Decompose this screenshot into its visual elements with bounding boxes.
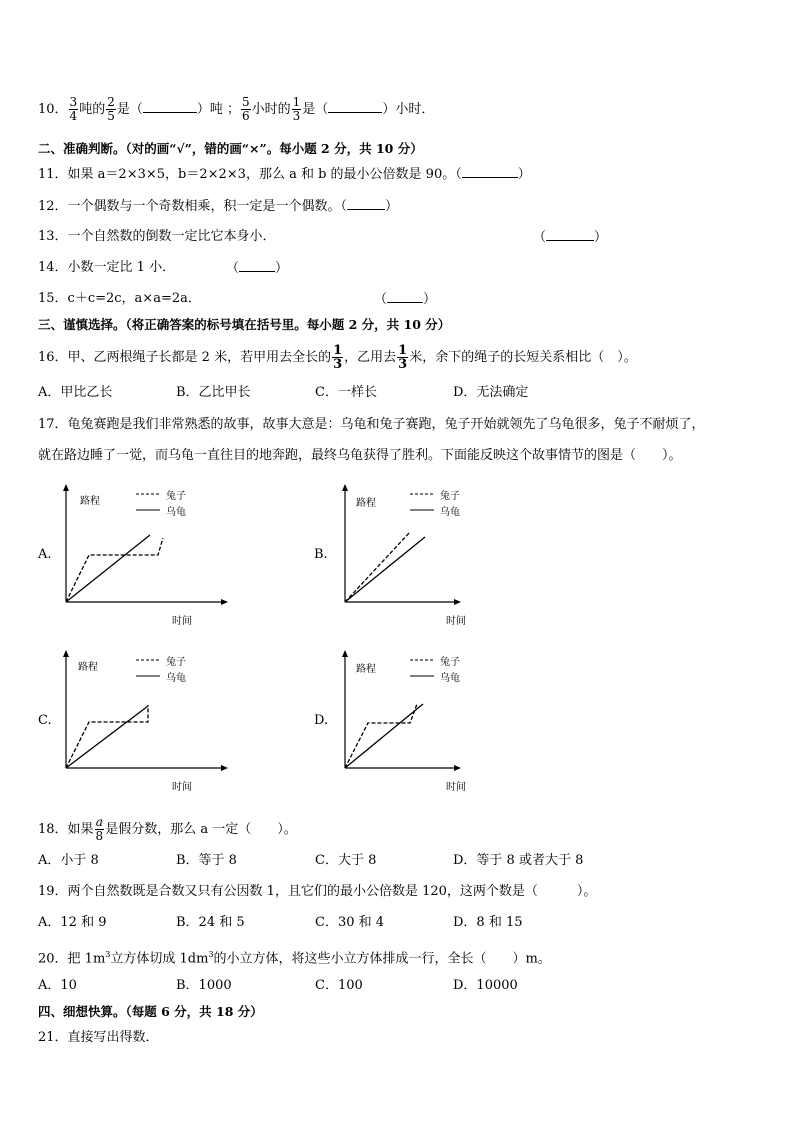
question-13: 13．一个自然数的倒数一定比它本身小．: [38, 229, 276, 244]
x-axis-label: 时间: [446, 782, 466, 793]
legend-rabbit-label: 兔子: [166, 657, 186, 668]
graph-label: A.: [38, 547, 52, 562]
turtle-line: [66, 706, 148, 768]
answer-blank[interactable]: [239, 259, 275, 272]
section-heading-3: 三、谨慎选择。（将正确答案的标号填在括号里。每小题 2 分，共 10 分）: [38, 317, 451, 332]
option-a[interactable]: A．12 和 9: [38, 915, 107, 930]
question-17-line-2: 就在路边睡了一觉，而乌龟一直往目的地奔跑，最终乌龟获得了胜利。下面能反映这个故事情节的图是（ ）。: [38, 448, 682, 463]
x-arrow: [221, 765, 228, 771]
option-b[interactable]: B．等于 8: [176, 853, 237, 868]
question-14: 14．小数一定比 1 小．: [38, 260, 176, 275]
question-11: 11．如果 a＝2×3×5，b＝2×2×3，那么 a 和 b 的最小公倍数是 90。（ ）: [38, 167, 531, 182]
legend-rabbit-label: 兔子: [166, 491, 186, 502]
option-c[interactable]: C．一样长: [315, 385, 377, 400]
question-16: 16．甲、乙两根绳子长都是 2 米，若甲用去全长的 $\frac{1}{3}$ ，乙用去 $\frac{1}{3}$ 米，余下的绳子的长短关系相比（ ）。: [38, 343, 637, 372]
x-arrow: [454, 765, 461, 771]
answer-bracket-15: （ ）: [374, 292, 437, 307]
question-19: 19．两个自然数既是合数又只有公因数 1，且它们的最小公倍数是 120，这两个数是（ ）。: [38, 884, 597, 899]
graph-a-plot: [38, 482, 278, 642]
graph-label: D.: [314, 713, 329, 728]
legend-turtle-label: 乌龟: [166, 673, 186, 684]
legend-turtle-label: 乌龟: [440, 507, 460, 518]
fraction: $\frac{a}{8}$: [95, 815, 104, 843]
fraction: $\frac{3}{4}$: [69, 95, 78, 123]
question-10: 10． $\frac{3}{4}$ 吨的 $\frac{2}{5}$ 是（ ）吨 ； $\frac{5}{6}$ 小时的 $\frac{1}{3}$ 是（ ）小时．: [38, 95, 435, 123]
question-17-line-1: 17．龟兔赛跑是我们非常熟悉的故事，故事大意是：乌龟和兔子赛跑，兔子开始就领先了乌龟很多，兔子不耐烦了，: [38, 417, 705, 432]
section-heading-2: 二、准确判断。（对的画“√”，错的画“×”。每小题 2 分，共 10 分）: [38, 141, 423, 156]
legend-rabbit-label: 兔子: [440, 657, 460, 668]
y-axis-label: 路程: [356, 498, 376, 509]
rabbit-line: [345, 532, 410, 602]
option-c[interactable]: C．大于 8: [315, 853, 377, 868]
y-arrow: [342, 484, 348, 491]
rabbit-line: [66, 538, 163, 602]
fraction: $\frac{1}{3}$: [398, 343, 408, 372]
option-a[interactable]: A．甲比乙长: [38, 385, 113, 400]
y-axis-label: 路程: [78, 662, 98, 673]
x-arrow: [454, 599, 461, 605]
answer-blank[interactable]: [328, 100, 382, 113]
option-b[interactable]: B．乙比甲长: [176, 385, 251, 400]
answer-bracket-14: （ ）: [226, 261, 289, 276]
option-c[interactable]: C．100: [315, 978, 363, 993]
graph-b-plot: [314, 482, 554, 642]
fraction: $\frac{2}{5}$: [107, 95, 115, 123]
option-d[interactable]: D．无法确定: [453, 385, 529, 400]
legend-turtle-label: 乌龟: [166, 507, 186, 518]
option-d[interactable]: D．10000: [453, 978, 518, 993]
graph-a[interactable]: [38, 482, 278, 642]
turtle-line: [66, 535, 150, 602]
x-arrow: [221, 599, 228, 605]
y-axis-label: 路程: [356, 664, 376, 675]
y-axis-label: 路程: [80, 496, 100, 507]
answer-bracket-13: （ ）: [533, 230, 608, 245]
y-arrow: [342, 650, 348, 657]
fraction: $\frac{1}{3}$: [333, 343, 343, 372]
x-axis-label: 时间: [172, 782, 192, 793]
answer-blank[interactable]: [546, 228, 594, 241]
x-axis-label: 时间: [446, 616, 466, 627]
section-heading-4: 四、细想快算。（每题 6 分，共 18 分）: [38, 1004, 263, 1019]
answer-blank[interactable]: [387, 290, 423, 303]
turtle-line: [345, 704, 423, 768]
graph-c[interactable]: [38, 648, 278, 808]
graph-d-plot: [314, 648, 554, 808]
graph-label: C.: [38, 713, 52, 728]
fraction: $\frac{1}{3}$: [292, 95, 301, 123]
legend-rabbit-label: 兔子: [440, 491, 460, 502]
question-21: 21．直接写出得数．: [38, 1030, 159, 1045]
graph-c-plot: [38, 648, 278, 808]
legend-turtle-label: 乌龟: [440, 673, 460, 684]
option-b[interactable]: B．24 和 5: [176, 915, 245, 930]
graph-d[interactable]: [314, 648, 554, 808]
answer-blank[interactable]: [462, 165, 518, 178]
option-a[interactable]: A．10: [38, 978, 77, 993]
question-15: 15．c＋c=2c，a×a=2a．: [38, 291, 201, 306]
option-a[interactable]: A．小于 8: [38, 853, 99, 868]
x-axis-label: 时间: [172, 616, 192, 627]
turtle-line: [345, 537, 425, 602]
y-arrow: [63, 650, 69, 657]
graph-label: B.: [314, 547, 328, 562]
fraction: $\frac{5}{6}$: [242, 95, 250, 123]
option-c[interactable]: C．30 和 4: [315, 915, 385, 930]
question-18: 18．如果 $\frac{a}{8}$ 是假分数，那么 a 一定（ ）。: [38, 815, 297, 843]
graph-b[interactable]: [314, 482, 554, 642]
question-12: 12．一个偶数与一个奇数相乘，积一定是一个偶数。（ ）: [38, 199, 399, 214]
answer-blank[interactable]: [347, 197, 385, 210]
option-b[interactable]: B．1000: [176, 978, 232, 993]
question-20: 20．把 $1m^3$立方体切成 $1dm^3$的小立方体，将这些小立方体排成一行，全长（ ）m。: [38, 950, 551, 967]
y-arrow: [63, 484, 69, 491]
answer-blank[interactable]: [143, 100, 197, 113]
option-d[interactable]: D．8 和 15: [453, 915, 523, 930]
option-d[interactable]: D．等于 8 或者大于 8: [453, 853, 584, 868]
